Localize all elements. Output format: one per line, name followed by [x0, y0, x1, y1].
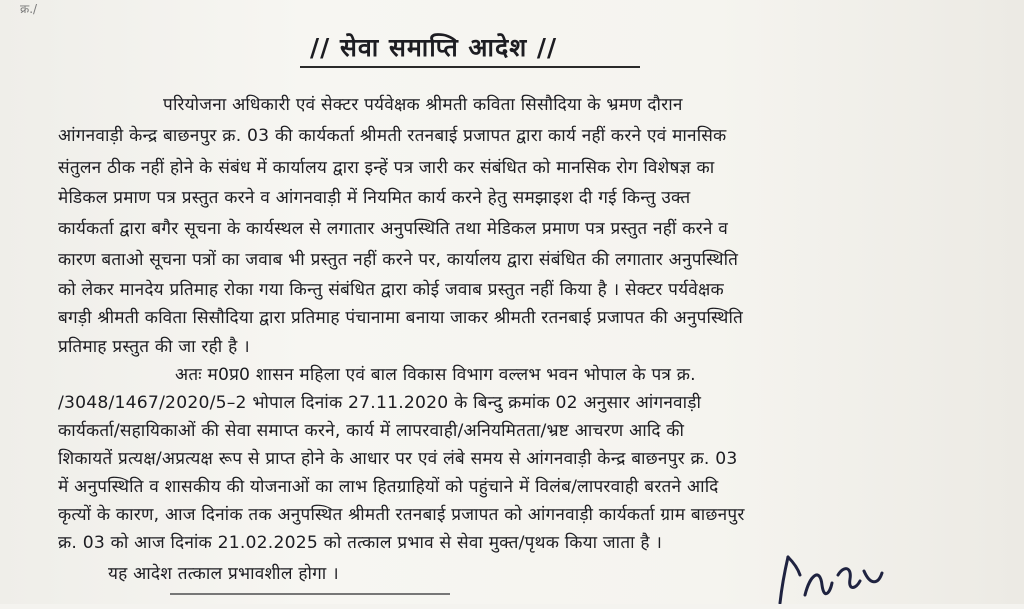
p1-line-1: परियोजना अधिकारी एवं सेक्टर पर्यवेक्षक श्रीमती कविता सिसौदिया के भ्रमण दौरान: [163, 95, 683, 115]
p1-line-7: को लेकर मानदेय प्रतिमाह रोका गया किन्तु संबंधित द्वारा कोई जवाब प्रस्तुत नहीं किया है । सेक्टर पर्यवेक्षक: [58, 280, 724, 300]
p2-line-5: में अनुपस्थिति व शासकीय की योजनाओं का लाभ हितग्राहियों को पहुंचाने में विलंब/लापरवाही बरतने आदि: [58, 477, 719, 497]
p1-line-3: संतुलन ठीक नहीं होने के संबंध में कार्यालय द्वारा इन्हें पत्र जारी कर संबंधित को मानसिक रोग विशेषज्ञ का: [58, 158, 715, 178]
p2-line-6: कृत्यों के कारण, आज दिनांक तक अनुपस्थित श्रीमती रतनबाई प्रजापत को आंगनवाड़ी कार्यकर्ता ग्राम बाछनपुर: [58, 505, 745, 525]
p1-line-6: कारण बताओ सूचना पत्रों का जवाब भी प्रस्तुत नहीं करने पर, कार्यालय द्वारा संबंधित की लगातार अनुपस्थिति: [58, 250, 739, 270]
p1-line-4: मेडिकल प्रमाण पत्र प्रस्तुत करने व आंगनवाड़ी में नियमित कार्य करने हेतु समझाइश दी गई किन्तु उक्त: [58, 188, 691, 208]
p2-line-1: अतः म0प्र0 शासन महिला एवं बाल विकास विभाग वल्लभ भवन भोपाल के पत्र क्र.: [175, 365, 696, 385]
p1-line-2: आंगनवाड़ी केन्द्र बाछनपुर क्र. 03 की कार्यकर्ता श्रीमती रतनबाई प्रजापत द्वारा कार्य नहीं करने एवं मानसिक: [58, 126, 727, 146]
p2-line-3: कार्यकर्ता/सहायिकाओं की सेवा समाप्त करने, कार्य में लापरवाही/अनियमितता/भ्रष्ट आचरण आदि की: [58, 421, 685, 441]
p2-line-2: /3048/1467/2020/5–2 भोपाल दिनांक 27.11.2020 के बिन्दु क्रमांक 02 अनुसार आंगनवाड़ी: [58, 393, 702, 413]
p1-line-8: बगड़ी श्रीमती कविता सिसौदिया द्वारा प्रतिमाह पंचानामा बनाया जाकर श्रीमती रतनबाई प्रजापत की अनुपस्थिति: [58, 308, 743, 328]
p2-line-4: शिकायतें प्रत्यक्ष/अप्रत्यक्ष रूप से प्राप्त होने के आधार पर एवं लंबे समय से आंगनवाड़ी केन्द्र बाछनपुर क्र. 03: [58, 449, 738, 469]
p2-line-7: क्र. 03 को आज दिनांक 21.02.2025 को तत्काल प्रभाव से सेवा मुक्त/पृथक किया जाता है ।: [58, 533, 663, 553]
p1-line-9: प्रतिमाह प्रस्तुत की जा रही है ।: [58, 337, 250, 357]
title-underline: [300, 66, 640, 68]
handwritten-signature: [760, 545, 900, 604]
cut-off-bottom-text: [170, 590, 450, 609]
header-fragment: क्र./: [20, 2, 38, 16]
effective-statement: यह आदेश तत्काल प्रभावशील होगा ।: [108, 564, 339, 584]
order-title: // सेवा समाप्ति आदेश //: [310, 33, 558, 62]
p1-line-5: कार्यकर्ता द्वारा बगैर सूचना के कार्यस्थल से लगातार अनुपस्थिति तथा मेडिकल प्रमाण पत्र प्रस्तुत नहीं करने व: [58, 219, 728, 239]
